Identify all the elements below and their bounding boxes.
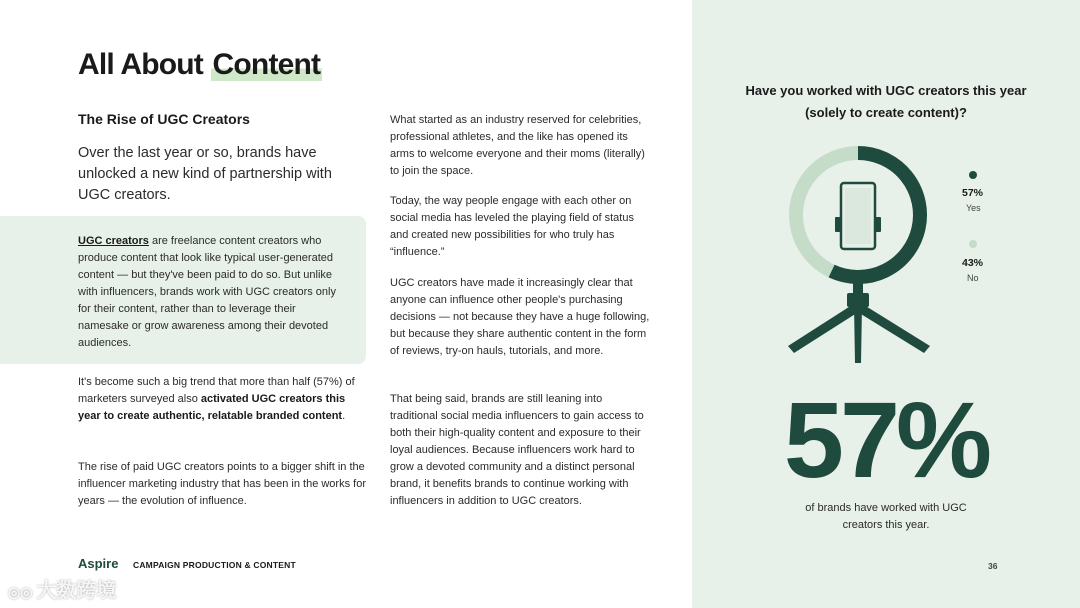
ring-light-tripod-icon <box>784 141 934 371</box>
mid-paragraph-4: That being said, brands are still leaning into traditional social media influencers to gain access to both their high-quality content and exposure to their loyal audiences. Because influencers work hard to grow a devoted community and a distinct personal brand, it benefits brands to continue working with influencers in addition to UGC creators. <box>390 393 644 507</box>
big-stat-value: 57% <box>783 379 989 500</box>
callout-term: UGC creators <box>78 235 149 247</box>
mid-paragraph-3: UGC creators have made it increasingly clear that anyone can influence other people's purchasing decisions — not because they have a huge following, but because they share authentic content in the form of reviews, try-on hauls, tutorials, and more. <box>390 277 650 357</box>
title-prefix: All About <box>78 48 211 81</box>
section-subhead: The Rise of UGC Creators <box>78 111 250 127</box>
footer-section-label: CAMPAIGN PRODUCTION & CONTENT <box>133 560 296 570</box>
chart-question: Have you worked with UGC creators this year (solely to create content)? <box>745 83 1027 120</box>
page-title <box>78 48 322 82</box>
legend-label-no: No <box>967 273 979 283</box>
legend-label-yes: Yes <box>966 203 981 213</box>
aspire-logo: Aspire <box>78 556 119 571</box>
watermark-logo-icon: ◎◎ <box>8 584 33 600</box>
phone-clip-right <box>874 217 881 232</box>
watermark-text: 大数跨境 <box>36 580 117 602</box>
tripod-leg-right <box>856 305 930 353</box>
p1-bold: activated UGC creators this year to create authentic, relatable branded content <box>78 393 346 422</box>
section-lead: Over the last year or so, brands have unlocked a new kind of partnership with UGC creators. <box>78 145 332 203</box>
definition-callout <box>0 216 366 364</box>
p1-end: . <box>342 410 346 422</box>
stand-head <box>847 293 869 307</box>
legend-dot-no <box>969 240 977 248</box>
mid-paragraph-1: What started as an industry reserved for celebrities, professional athletes, and the like has opened its arms to welcome everyone and their moms (literally) to join the space. <box>390 114 645 177</box>
watermark <box>8 574 116 603</box>
tripod-leg-left <box>788 305 860 353</box>
title-highlight: Content <box>212 48 321 81</box>
legend-value-no: 43% <box>962 257 984 269</box>
phone-screen <box>845 188 871 244</box>
left-paragraph-1 <box>78 374 368 425</box>
left-paragraph-2: The rise of paid UGC creators points to a bigger shift in the influencer marketing industry that has been in the works for years — the evolution of influence. <box>78 461 366 507</box>
tripod-leg-center <box>854 305 862 363</box>
legend-dot-yes <box>969 171 977 179</box>
big-stat-caption: of brands have worked with UGC creators this year. <box>805 502 967 531</box>
page-number: 36 <box>988 561 998 571</box>
callout-definition: are freelance content creators who produce content that look like typical user-generated content — but they've been paid to do so. But unlike with influencers, brands work with UGC creators only for their content, rather than to leverage their namesake or grow awareness among their devoted audiences. <box>78 235 336 349</box>
p1-text: It's become such a big trend that more than half (57%) of marketers surveyed also <box>78 376 355 405</box>
mid-paragraph-2: Today, the way people engage with each other on social media has leveled the playing field of status and created new possibilities for who truly has “influence.” <box>390 195 634 258</box>
phone-clip-left <box>835 217 842 232</box>
callout-text <box>78 233 346 352</box>
legend-value-yes: 57% <box>962 187 984 199</box>
